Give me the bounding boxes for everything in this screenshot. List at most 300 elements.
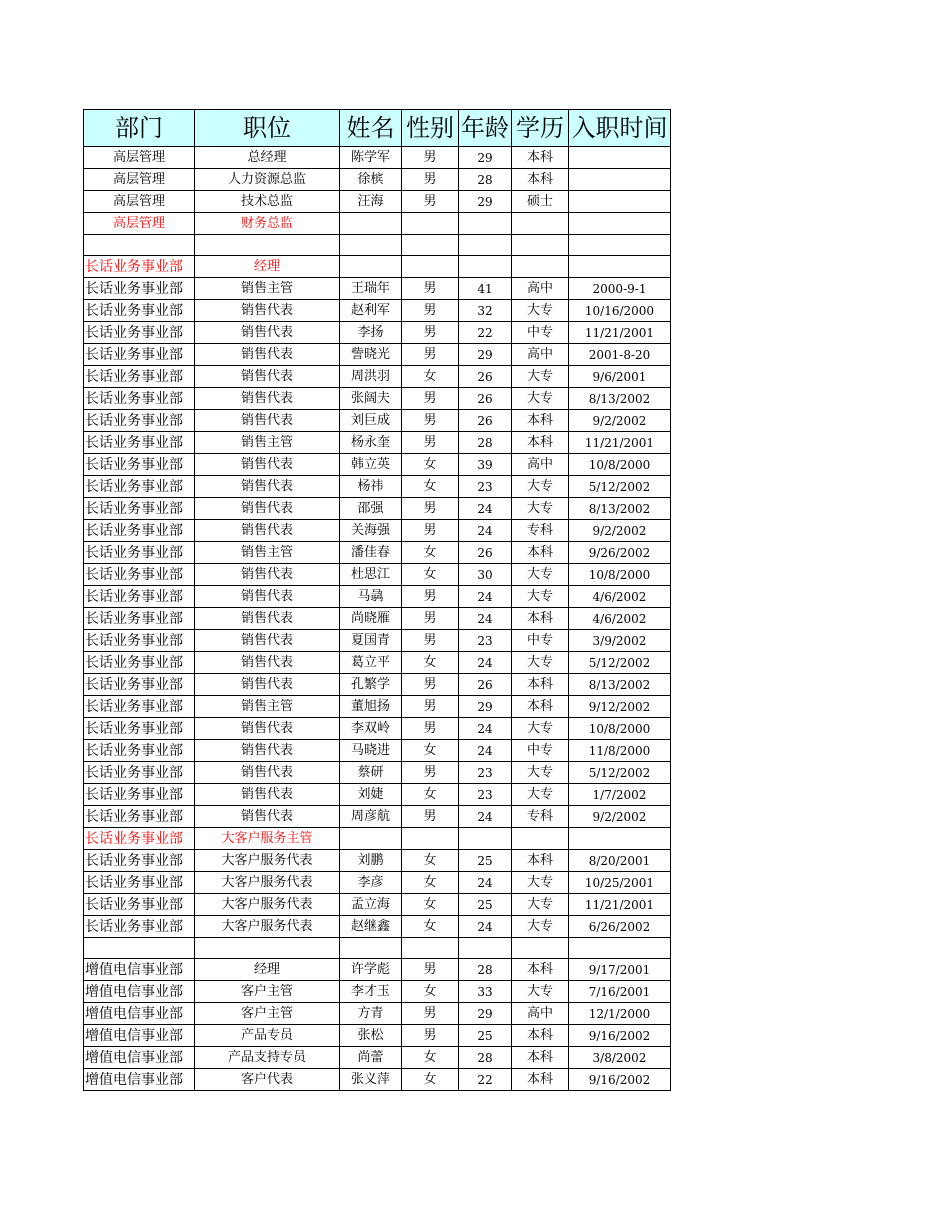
cell-dept: 长话业务事业部	[84, 872, 195, 894]
table-row	[84, 191, 671, 213]
cell-hire-date: 3/9/2002	[569, 630, 671, 652]
cell-education: 大专	[512, 498, 569, 520]
cell-hire-date: 8/13/2002	[569, 674, 671, 696]
cell-sex: 男	[402, 1003, 459, 1025]
cell-sex	[402, 938, 459, 959]
cell-dept: 高层管理	[84, 213, 195, 235]
cell-position: 财务总监	[195, 213, 340, 235]
cell-education: 高中	[512, 278, 569, 300]
cell-dept: 长话业务事业部	[84, 674, 195, 696]
cell-sex: 男	[402, 169, 459, 191]
table-row	[84, 520, 671, 542]
cell-position: 销售代表	[195, 586, 340, 608]
cell-name: 訾晓光	[340, 344, 402, 366]
cell-sex: 女	[402, 872, 459, 894]
cell-sex: 女	[402, 542, 459, 564]
blank-row	[84, 235, 671, 256]
cell-sex: 女	[402, 454, 459, 476]
cell-name: 马晓进	[340, 740, 402, 762]
cell-hire-date: 5/12/2002	[569, 762, 671, 784]
cell-hire-date: 2001-8-20	[569, 344, 671, 366]
cell-education: 本科	[512, 674, 569, 696]
cell-hire-date: 9/2/2002	[569, 806, 671, 828]
cell-dept: 长话业务事业部	[84, 344, 195, 366]
table-row	[84, 366, 671, 388]
cell-dept: 增值电信事业部	[84, 981, 195, 1003]
cell-dept: 长话业务事业部	[84, 696, 195, 718]
cell-hire-date	[569, 828, 671, 850]
cell-position: 客户主管	[195, 1003, 340, 1025]
cell-education	[512, 828, 569, 850]
cell-education: 大专	[512, 388, 569, 410]
cell-age	[459, 256, 512, 278]
cell-position: 大客户服务代表	[195, 850, 340, 872]
table-row	[84, 784, 671, 806]
cell-dept: 长话业务事业部	[84, 806, 195, 828]
cell-age: 24	[459, 586, 512, 608]
cell-position: 销售主管	[195, 696, 340, 718]
cell-position: 大客户服务主管	[195, 828, 340, 850]
cell-name: 方青	[340, 1003, 402, 1025]
cell-sex: 女	[402, 916, 459, 938]
cell-education: 专科	[512, 520, 569, 542]
cell-sex: 男	[402, 388, 459, 410]
cell-sex: 男	[402, 630, 459, 652]
cell-name: 尚蕾	[340, 1047, 402, 1069]
cell-position: 产品专员	[195, 1025, 340, 1047]
cell-position: 销售主管	[195, 542, 340, 564]
table-row	[84, 1025, 671, 1047]
cell-sex: 男	[402, 147, 459, 169]
cell-sex: 男	[402, 432, 459, 454]
cell-position: 销售代表	[195, 630, 340, 652]
cell-age: 26	[459, 388, 512, 410]
cell-name	[340, 213, 402, 235]
cell-education: 本科	[512, 432, 569, 454]
cell-dept: 增值电信事业部	[84, 1003, 195, 1025]
cell-hire-date: 5/12/2002	[569, 652, 671, 674]
cell-education: 本科	[512, 850, 569, 872]
table-row	[84, 1069, 671, 1091]
cell-dept: 长话业务事业部	[84, 718, 195, 740]
cell-hire-date: 4/6/2002	[569, 608, 671, 630]
cell-age: 28	[459, 959, 512, 981]
cell-position: 总经理	[195, 147, 340, 169]
cell-hire-date: 12/1/2000	[569, 1003, 671, 1025]
cell-education: 高中	[512, 344, 569, 366]
cell-dept: 增值电信事业部	[84, 1047, 195, 1069]
cell-hire-date	[569, 235, 671, 256]
table-row	[84, 586, 671, 608]
cell-education: 专科	[512, 806, 569, 828]
cell-education: 大专	[512, 718, 569, 740]
cell-name: 杨永奎	[340, 432, 402, 454]
cell-education: 大专	[512, 652, 569, 674]
cell-age: 25	[459, 1025, 512, 1047]
cell-age: 28	[459, 432, 512, 454]
cell-hire-date: 11/21/2001	[569, 432, 671, 454]
cell-hire-date: 8/13/2002	[569, 388, 671, 410]
cell-education: 大专	[512, 894, 569, 916]
cell-hire-date	[569, 191, 671, 213]
blank-row	[84, 938, 671, 959]
cell-position: 销售代表	[195, 388, 340, 410]
cell-hire-date: 9/16/2002	[569, 1069, 671, 1091]
cell-dept: 长话业务事业部	[84, 410, 195, 432]
cell-education: 大专	[512, 916, 569, 938]
cell-education: 中专	[512, 322, 569, 344]
cell-sex: 男	[402, 278, 459, 300]
cell-dept: 长话业务事业部	[84, 784, 195, 806]
cell-dept: 增值电信事业部	[84, 959, 195, 981]
cell-hire-date: 8/13/2002	[569, 498, 671, 520]
cell-education: 高中	[512, 454, 569, 476]
cell-name: 许学彪	[340, 959, 402, 981]
table-row	[84, 762, 671, 784]
table-row	[84, 256, 671, 278]
table-row	[84, 564, 671, 586]
cell-sex: 男	[402, 344, 459, 366]
cell-position: 大客户服务代表	[195, 916, 340, 938]
cell-dept: 长话业务事业部	[84, 586, 195, 608]
table-row	[84, 278, 671, 300]
cell-position: 销售代表	[195, 520, 340, 542]
cell-age: 23	[459, 784, 512, 806]
cell-hire-date: 9/6/2001	[569, 366, 671, 388]
cell-dept: 长话业务事业部	[84, 916, 195, 938]
cell-age: 33	[459, 981, 512, 1003]
table-row	[84, 1047, 671, 1069]
header-hire-date: 入职时间	[569, 110, 671, 147]
cell-position: 销售代表	[195, 608, 340, 630]
table-row	[84, 388, 671, 410]
cell-sex: 女	[402, 784, 459, 806]
cell-name: 董旭扬	[340, 696, 402, 718]
cell-position: 销售代表	[195, 762, 340, 784]
cell-sex: 男	[402, 718, 459, 740]
cell-position: 销售代表	[195, 740, 340, 762]
cell-name: 汪海	[340, 191, 402, 213]
table-row	[84, 740, 671, 762]
cell-age	[459, 235, 512, 256]
cell-sex: 男	[402, 696, 459, 718]
cell-name	[340, 828, 402, 850]
cell-age: 28	[459, 1047, 512, 1069]
cell-hire-date: 9/2/2002	[569, 520, 671, 542]
cell-sex: 女	[402, 981, 459, 1003]
cell-hire-date	[569, 213, 671, 235]
cell-education: 本科	[512, 410, 569, 432]
cell-education: 高中	[512, 1003, 569, 1025]
cell-name	[340, 256, 402, 278]
cell-name: 张义萍	[340, 1069, 402, 1091]
cell-dept: 长话业务事业部	[84, 740, 195, 762]
cell-education: 本科	[512, 147, 569, 169]
cell-dept: 长话业务事业部	[84, 300, 195, 322]
cell-education: 中专	[512, 630, 569, 652]
table-row	[84, 850, 671, 872]
header-age: 年龄	[459, 110, 512, 147]
cell-position: 销售代表	[195, 476, 340, 498]
cell-sex: 男	[402, 586, 459, 608]
cell-name: 孟立海	[340, 894, 402, 916]
cell-name: 张松	[340, 1025, 402, 1047]
cell-position: 客户代表	[195, 1069, 340, 1091]
cell-name: 刘巨成	[340, 410, 402, 432]
cell-dept: 长话业务事业部	[84, 366, 195, 388]
cell-hire-date: 9/12/2002	[569, 696, 671, 718]
cell-hire-date: 3/8/2002	[569, 1047, 671, 1069]
table-row	[84, 959, 671, 981]
table-body	[84, 147, 671, 1091]
cell-name: 李才玉	[340, 981, 402, 1003]
cell-education: 大专	[512, 586, 569, 608]
cell-name: 蔡研	[340, 762, 402, 784]
cell-sex	[402, 828, 459, 850]
cell-education: 大专	[512, 784, 569, 806]
cell-dept: 高层管理	[84, 147, 195, 169]
cell-education: 中专	[512, 740, 569, 762]
cell-position: 产品支持专员	[195, 1047, 340, 1069]
header-education: 学历	[512, 110, 569, 147]
cell-dept: 长话业务事业部	[84, 652, 195, 674]
cell-education: 本科	[512, 169, 569, 191]
cell-dept: 长话业务事业部	[84, 454, 195, 476]
cell-sex: 女	[402, 564, 459, 586]
cell-position: 技术总监	[195, 191, 340, 213]
cell-education	[512, 235, 569, 256]
table-row	[84, 147, 671, 169]
table-row	[84, 322, 671, 344]
cell-position: 销售代表	[195, 366, 340, 388]
cell-age	[459, 213, 512, 235]
cell-position: 大客户服务代表	[195, 872, 340, 894]
cell-age: 30	[459, 564, 512, 586]
table-row	[84, 542, 671, 564]
cell-sex	[402, 256, 459, 278]
cell-hire-date: 11/8/2000	[569, 740, 671, 762]
cell-sex: 女	[402, 652, 459, 674]
header-name: 姓名	[340, 110, 402, 147]
cell-hire-date	[569, 147, 671, 169]
cell-position: 销售代表	[195, 322, 340, 344]
cell-position: 销售代表	[195, 300, 340, 322]
cell-dept: 长话业务事业部	[84, 388, 195, 410]
table-row	[84, 674, 671, 696]
cell-position	[195, 938, 340, 959]
cell-position: 销售主管	[195, 432, 340, 454]
cell-dept: 长话业务事业部	[84, 564, 195, 586]
cell-sex: 男	[402, 762, 459, 784]
cell-age: 25	[459, 894, 512, 916]
cell-position: 销售代表	[195, 652, 340, 674]
cell-age	[459, 938, 512, 959]
cell-age: 29	[459, 147, 512, 169]
table-row	[84, 498, 671, 520]
cell-age: 26	[459, 674, 512, 696]
table-row	[84, 828, 671, 850]
cell-hire-date: 10/25/2001	[569, 872, 671, 894]
cell-age: 28	[459, 169, 512, 191]
cell-age: 23	[459, 630, 512, 652]
cell-name: 赵利军	[340, 300, 402, 322]
cell-name: 陈学军	[340, 147, 402, 169]
cell-dept: 长话业务事业部	[84, 256, 195, 278]
cell-education: 大专	[512, 564, 569, 586]
cell-hire-date: 9/17/2001	[569, 959, 671, 981]
cell-hire-date: 7/16/2001	[569, 981, 671, 1003]
cell-education: 硕士	[512, 191, 569, 213]
cell-age: 29	[459, 191, 512, 213]
cell-position: 销售代表	[195, 498, 340, 520]
cell-hire-date: 5/12/2002	[569, 476, 671, 498]
cell-dept: 长话业务事业部	[84, 520, 195, 542]
cell-hire-date: 10/8/2000	[569, 454, 671, 476]
cell-name: 张阔夫	[340, 388, 402, 410]
cell-dept	[84, 938, 195, 959]
cell-position: 销售代表	[195, 564, 340, 586]
cell-education: 大专	[512, 300, 569, 322]
header-row	[84, 110, 671, 147]
cell-age: 24	[459, 872, 512, 894]
cell-name: 刘鹏	[340, 850, 402, 872]
cell-education	[512, 938, 569, 959]
cell-education: 大专	[512, 476, 569, 498]
cell-sex: 女	[402, 740, 459, 762]
cell-name: 夏国青	[340, 630, 402, 652]
table-row	[84, 344, 671, 366]
cell-name: 杜思江	[340, 564, 402, 586]
cell-hire-date	[569, 169, 671, 191]
cell-dept: 长话业务事业部	[84, 894, 195, 916]
cell-sex: 女	[402, 894, 459, 916]
cell-name	[340, 938, 402, 959]
table-row	[84, 432, 671, 454]
table-row	[84, 652, 671, 674]
cell-age: 23	[459, 476, 512, 498]
cell-dept: 长话业务事业部	[84, 828, 195, 850]
cell-dept: 长话业务事业部	[84, 762, 195, 784]
cell-age: 24	[459, 718, 512, 740]
cell-education: 大专	[512, 366, 569, 388]
cell-position: 销售代表	[195, 674, 340, 696]
header-sex: 性别	[402, 110, 459, 147]
table-row	[84, 213, 671, 235]
cell-name: 徐槟	[340, 169, 402, 191]
cell-hire-date	[569, 938, 671, 959]
cell-name: 李双岭	[340, 718, 402, 740]
cell-position: 客户主管	[195, 981, 340, 1003]
cell-sex: 男	[402, 322, 459, 344]
cell-education: 大专	[512, 981, 569, 1003]
cell-hire-date: 6/26/2002	[569, 916, 671, 938]
cell-name: 周彦航	[340, 806, 402, 828]
cell-dept: 高层管理	[84, 191, 195, 213]
cell-hire-date: 2000-9-1	[569, 278, 671, 300]
cell-age: 24	[459, 806, 512, 828]
header-dept: 部门	[84, 110, 195, 147]
cell-hire-date: 9/16/2002	[569, 1025, 671, 1047]
cell-position: 销售代表	[195, 718, 340, 740]
table-row	[84, 410, 671, 432]
cell-sex: 男	[402, 300, 459, 322]
cell-name: 刘婕	[340, 784, 402, 806]
cell-position: 销售代表	[195, 410, 340, 432]
cell-sex: 女	[402, 1069, 459, 1091]
cell-age: 29	[459, 696, 512, 718]
cell-name: 李扬	[340, 322, 402, 344]
cell-sex: 男	[402, 806, 459, 828]
cell-name: 王瑞年	[340, 278, 402, 300]
cell-name: 邵强	[340, 498, 402, 520]
cell-name: 孔繁学	[340, 674, 402, 696]
table-row	[84, 630, 671, 652]
cell-position: 销售代表	[195, 784, 340, 806]
cell-education: 本科	[512, 696, 569, 718]
table-row	[84, 476, 671, 498]
cell-education: 本科	[512, 608, 569, 630]
cell-name: 尚晓雁	[340, 608, 402, 630]
cell-dept: 长话业务事业部	[84, 432, 195, 454]
table-row	[84, 300, 671, 322]
cell-hire-date: 9/26/2002	[569, 542, 671, 564]
cell-age: 29	[459, 1003, 512, 1025]
cell-age: 24	[459, 608, 512, 630]
cell-position: 人力资源总监	[195, 169, 340, 191]
cell-age: 26	[459, 410, 512, 432]
cell-age: 39	[459, 454, 512, 476]
cell-education: 本科	[512, 542, 569, 564]
table-row	[84, 718, 671, 740]
cell-education: 本科	[512, 1047, 569, 1069]
cell-hire-date: 10/8/2000	[569, 718, 671, 740]
cell-sex: 女	[402, 476, 459, 498]
cell-age: 23	[459, 762, 512, 784]
cell-education	[512, 256, 569, 278]
table-row	[84, 872, 671, 894]
cell-name: 周洪羽	[340, 366, 402, 388]
cell-hire-date: 4/6/2002	[569, 586, 671, 608]
cell-hire-date: 1/7/2002	[569, 784, 671, 806]
cell-position: 经理	[195, 959, 340, 981]
cell-education: 本科	[512, 959, 569, 981]
cell-education: 大专	[512, 872, 569, 894]
cell-education	[512, 213, 569, 235]
cell-dept: 长话业务事业部	[84, 498, 195, 520]
cell-hire-date: 9/2/2002	[569, 410, 671, 432]
cell-sex: 男	[402, 498, 459, 520]
cell-position: 销售代表	[195, 806, 340, 828]
cell-age: 22	[459, 322, 512, 344]
table-row	[84, 608, 671, 630]
cell-sex: 男	[402, 410, 459, 432]
cell-name: 赵继鑫	[340, 916, 402, 938]
cell-age: 24	[459, 520, 512, 542]
cell-dept: 长话业务事业部	[84, 542, 195, 564]
cell-sex: 女	[402, 1047, 459, 1069]
cell-name: 马骉	[340, 586, 402, 608]
cell-sex	[402, 213, 459, 235]
cell-hire-date: 8/20/2001	[569, 850, 671, 872]
cell-name: 韩立英	[340, 454, 402, 476]
cell-education: 本科	[512, 1025, 569, 1047]
table-row	[84, 169, 671, 191]
cell-position: 经理	[195, 256, 340, 278]
cell-age: 24	[459, 498, 512, 520]
cell-sex: 男	[402, 959, 459, 981]
table-row	[84, 1003, 671, 1025]
cell-sex: 男	[402, 520, 459, 542]
